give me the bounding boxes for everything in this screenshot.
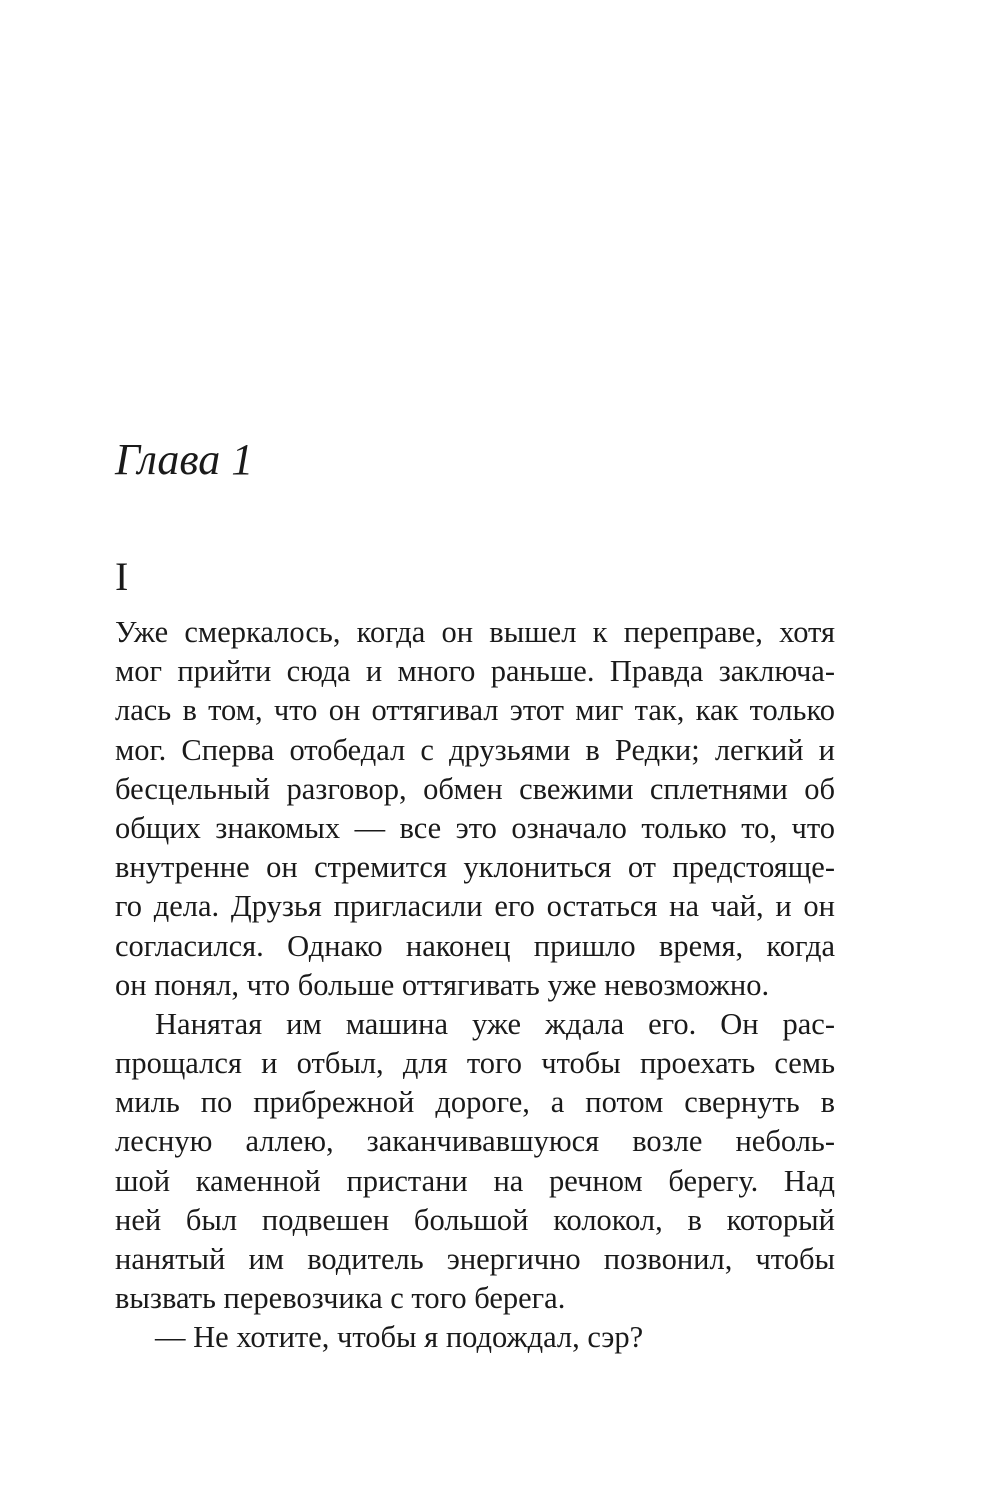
text-line: го дела. Друзья пригласили его остаться на чай, и он: [115, 889, 835, 924]
text-line: общих знакомых — все это означало только то, что: [115, 810, 835, 845]
body-text: [115, 613, 835, 1358]
text-line: Нанятая им машина уже ждала его. Он рас-: [155, 1006, 835, 1041]
text-line: согласился. Однако наконец пришло время, когда: [115, 928, 835, 963]
text-line: миль по прибрежной дороге, а потом свернуть в: [115, 1085, 835, 1120]
text-line: лась в том, что он оттягивал этот миг так, как только: [115, 693, 835, 728]
text-line: прощался и отбыл, для того чтобы проехать семь: [115, 1046, 835, 1081]
text-line: — Не хотите, чтобы я подождал, сэр?: [155, 1320, 644, 1355]
text-line: Уже смеркалось, когда он вышел к переправе, хотя: [115, 615, 835, 649]
text-line: шой каменной пристани на речном берегу. Над: [115, 1163, 835, 1198]
section-number: I: [115, 554, 129, 599]
text-line: мог. Сперва отобедал с друзьями в Редки; легкий и: [115, 732, 835, 767]
text-line: ней был подвешен большой колокол, в который: [115, 1202, 835, 1237]
text-line: нанятый им водитель энергично позвонил, чтобы: [115, 1242, 835, 1276]
text-line: он понял, что больше оттягивать уже невозможно.: [115, 967, 770, 1002]
text-line: бесцельный разговор, обмен свежими сплетнями об: [115, 771, 835, 806]
text-line: внутренне он стремится уклониться от предстояще-: [115, 850, 835, 885]
text-line: лесную аллею, заканчивавшуюся возле неболь-: [115, 1124, 835, 1159]
text-line: вызвать перевозчика с того берега.: [115, 1281, 566, 1316]
chapter-title: Глава 1: [115, 435, 254, 484]
text-line: мог прийти сюда и много раньше. Правда заключа-: [115, 654, 835, 689]
